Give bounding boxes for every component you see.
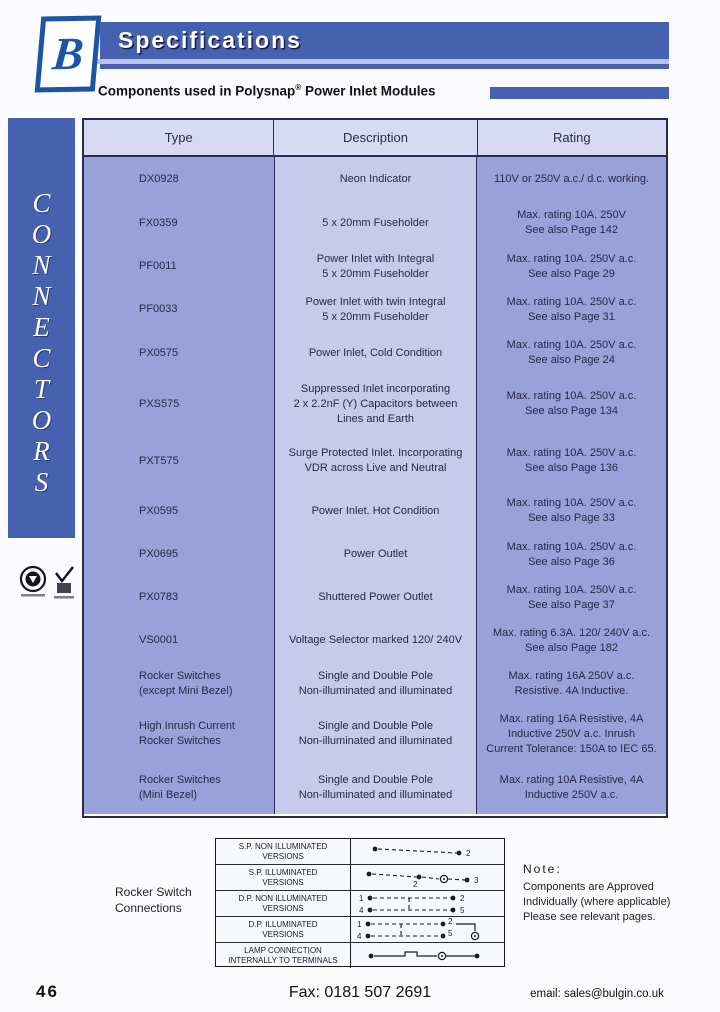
connectors-letter: O <box>31 405 52 435</box>
connectors-letter: T <box>33 374 50 404</box>
note-heading: Note: <box>523 862 562 876</box>
svg-text:5: 5 <box>447 929 452 938</box>
rating-cell: Max. rating 16A 250V a.c. Resistive. 4A Inductive. <box>477 662 666 706</box>
rating-cell: 110V or 250V a.c./ d.c. working. <box>477 157 666 201</box>
type-cell: DX0928 <box>84 157 274 201</box>
svg-text:2: 2 <box>412 880 417 889</box>
type-cell: PX0783 <box>84 576 274 619</box>
diagram-row-label: D.P. ILLUMINATED VERSIONS <box>216 917 351 942</box>
column-header-rating: Rating <box>553 130 591 145</box>
description-cell: Shuttered Power Outlet <box>274 576 477 619</box>
type-cell: PF0011 <box>84 245 274 288</box>
svg-text:5: 5 <box>459 906 464 915</box>
connectors-letter: O <box>31 219 52 249</box>
description-cell: Single and Double Pole Non-illuminated and illuminated <box>274 706 477 762</box>
svg-text:4: 4 <box>358 906 363 915</box>
connectors-letter: C <box>32 188 51 218</box>
connectors-letter: S <box>34 467 49 497</box>
rating-cell: Max. rating 10A. 250V a.c. See also Page 24 <box>477 331 666 375</box>
svg-text:2: 2 <box>465 849 470 858</box>
header-underline <box>100 64 669 69</box>
sp-non-schematic-icon <box>351 839 504 864</box>
type-cell: PX0575 <box>84 331 274 375</box>
rating-cell: Max. rating 10A. 250V a.c. See also Page 134 <box>477 375 666 433</box>
lamp-schematic-icon <box>351 943 504 968</box>
bulgin-logo <box>35 15 102 92</box>
description-cell: Power Inlet, Cold Condition <box>274 331 477 375</box>
diagram-row-label: S.P. ILLUMINATED VERSIONS <box>216 865 351 890</box>
table-row <box>84 576 666 619</box>
connectors-letter: C <box>32 343 51 373</box>
table-row <box>84 433 666 489</box>
page-number: 46 <box>36 982 59 1001</box>
diagram-caption: Rocker Switch Connections <box>115 885 192 915</box>
diagram-row <box>216 865 504 891</box>
rating-cell: Max. rating 16A Resistive, 4A Inductive 250V a.c. Inrush Current Tolerance: 150A to IEC 65. <box>477 706 666 762</box>
description-cell: Surge Protected Inlet. Incorporating VDR across Live and Neutral <box>274 433 477 489</box>
description-cell: Single and Double Pole Non-illuminated and illuminated <box>274 662 477 706</box>
diagram-row <box>216 891 504 917</box>
dp-non-schematic-icon <box>351 891 504 916</box>
table-row <box>84 762 666 814</box>
description-cell: Power Inlet. Hot Condition <box>274 489 477 533</box>
sidebar-connectors <box>8 118 75 538</box>
description-cell: 5 x 20mm Fuseholder <box>274 201 477 245</box>
note-block: Note: Components are Approved Individually (where applicable) Please see relevant pages. <box>523 862 671 923</box>
svg-text:2: 2 <box>447 917 452 926</box>
type-cell: Rocker Switches (except Mini Bezel) <box>84 662 274 706</box>
connectors-letter: N <box>32 281 51 311</box>
bulgin-logo-letter: B <box>50 27 86 80</box>
table-body <box>84 157 666 814</box>
rating-cell: Max. rating 10A. 250V a.c. See also Page 36 <box>477 533 666 576</box>
rating-cell: Max. rating 10A. 250V a.c. See also Page 29 <box>477 245 666 288</box>
description-cell: Power Outlet <box>274 533 477 576</box>
table-row <box>84 706 666 762</box>
rating-cell: Max. rating 10A. 250V a.c. See also Page 37 <box>477 576 666 619</box>
rating-cell: Max. rating 10A. 250V a.c. See also Page 33 <box>477 489 666 533</box>
table-row <box>84 619 666 662</box>
section-heading <box>98 83 435 99</box>
rating-cell: Max. rating 10A. 250V a.c. See also Page 31 <box>477 288 666 331</box>
page-title: Specifications <box>118 27 302 53</box>
description-cell: Power Inlet with twin Integral 5 x 20mm Fuseholder <box>274 288 477 331</box>
table-row <box>84 157 666 201</box>
registered-mark: ® <box>295 83 302 92</box>
rating-cell: Max. rating 10A. 250V a.c. See also Page 136 <box>477 433 666 489</box>
description-cell: Suppressed Inlet incorporating 2 x 2.2nF (Y) Capacitors between Lines and Earth <box>274 375 477 433</box>
kitemark-check-icon <box>52 565 76 603</box>
registered-firm-badge-icon <box>18 565 48 599</box>
type-cell: VS0001 <box>84 619 274 662</box>
section-heading-main: Components used in Polysnap <box>98 83 296 99</box>
type-cell: PX0695 <box>84 533 274 576</box>
svg-text:2: 2 <box>459 894 464 903</box>
svg-text:1: 1 <box>358 894 363 903</box>
email-address: email: sales@bulgin.co.uk <box>530 988 664 1000</box>
type-cell: FX0359 <box>84 201 274 245</box>
diagram-row-label: D.P. NON ILLUMINATED VERSIONS <box>216 891 351 916</box>
table-row <box>84 662 666 706</box>
diagram-row <box>216 917 504 943</box>
column-header-type: Type <box>164 130 193 145</box>
diagram-row-label: S.P. NON ILLUMINATED VERSIONS <box>216 839 351 864</box>
section-heading-bar <box>490 87 669 99</box>
table-header-row <box>84 120 666 157</box>
type-cell: High Inrush Current Rocker Switches <box>84 706 274 762</box>
table-row <box>84 331 666 375</box>
specifications-table <box>82 118 668 818</box>
column-header-description: Description <box>273 120 477 155</box>
dp-ill-schematic-icon <box>351 917 504 942</box>
table-row <box>84 533 666 576</box>
diagram-row <box>216 943 504 968</box>
connectors-letter: N <box>32 250 51 280</box>
svg-text:1: 1 <box>356 920 361 929</box>
diagram-row <box>216 839 504 865</box>
type-cell: PX0595 <box>84 489 274 533</box>
svg-text:4: 4 <box>356 932 361 941</box>
table-row <box>84 245 666 288</box>
table-row <box>84 489 666 533</box>
rating-cell: Max. rating 10A. 250V See also Page 142 <box>477 201 666 245</box>
description-cell: Voltage Selector marked 120/ 240V <box>274 619 477 662</box>
table-row <box>84 375 666 433</box>
svg-text:3: 3 <box>473 876 478 885</box>
type-cell: Rocker Switches (Mini Bezel) <box>84 762 274 814</box>
rating-cell: Max. rating 10A Resistive, 4A Inductive 250V a.c. <box>477 762 666 814</box>
table-row <box>84 201 666 245</box>
certification-logos <box>18 565 80 615</box>
sp-ill-schematic-icon <box>351 865 504 890</box>
description-cell: Single and Double Pole Non-illuminated and illuminated <box>274 762 477 814</box>
diagram-row-label: LAMP CONNECTION INTERNALLY TO TERMINALS <box>216 943 351 968</box>
description-cell: Neon Indicator <box>274 157 477 201</box>
connectors-letter: E <box>33 312 50 342</box>
section-heading-rest: Power Inlet Modules <box>301 83 436 99</box>
type-cell: PF0033 <box>84 288 274 331</box>
description-cell: Power Inlet with Integral 5 x 20mm Fuseholder <box>274 245 477 288</box>
type-cell: PXT575 <box>84 433 274 489</box>
table-row <box>84 288 666 331</box>
connectors-letter: R <box>33 436 50 466</box>
type-cell: PXS575 <box>84 375 274 433</box>
fax-number: Fax: 0181 507 2691 <box>288 984 432 1001</box>
rocker-switch-connections-diagram <box>215 838 505 967</box>
rating-cell: Max. rating 6.3A. 120/ 240V a.c. See also Page 182 <box>477 619 666 662</box>
